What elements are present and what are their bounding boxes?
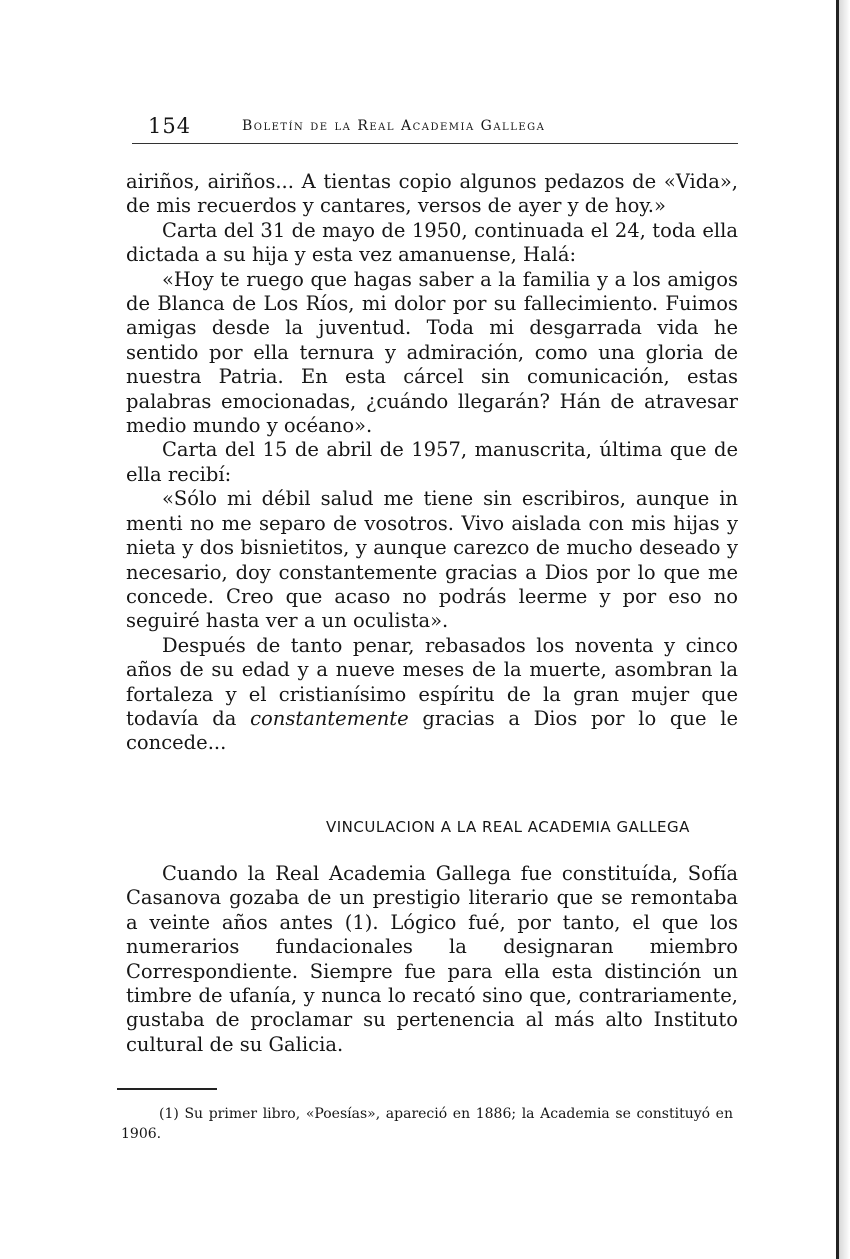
paragraph: airiños, airiños... A tientas copio algunos pedazos de «Vida», de mis recuerdos y cantares, versos de ayer y de hoy.» <box>126 170 738 218</box>
paragraph-text: Después de tanto penar, rebasados los noventa y cinco años de su edad y a nueve meses de la muerte, asombran la fortaleza y el cristianísimo espíritu de la gran mujer que todavía da <box>126 633 738 730</box>
page-header <box>148 114 738 138</box>
paragraph: Carta del 15 de abril de 1957, manuscrita, última que de ella recibí: <box>126 438 738 486</box>
emphasis-text: constantemente <box>250 706 409 730</box>
paragraph: Carta del 31 de mayo de 1950, continuada el 24, toda ella dictada a su hija y esta vez amanuense, Halá: <box>126 218 738 267</box>
page-edge-shadow <box>839 0 850 1259</box>
section-heading: VINCULACION A LA REAL ACADEMIA GALLEGA <box>326 818 690 836</box>
paragraph-text: gracias a Dios por lo que le concede... <box>126 706 738 755</box>
main-text-block <box>126 170 738 756</box>
paragraph: Cuando la Real Academia Gallega fue constituída, Sofía Casanova gozaba de un prestigio literario que se remontaba a veinte años antes (1). Lógico fué, por tanto, el que los numerarios fundacionales la designaran miembro Correspondiente. Siempre fue para ella esta distinción un timbre de ufanía, y nunca lo recató sino que, contrariamente, gustaba de proclamar su pertenencia al más alto Instituto cultural de su Galicia. <box>126 862 738 1056</box>
footnote-rule <box>117 1088 217 1090</box>
page-number: 154 <box>148 114 192 138</box>
section-text-block <box>126 862 738 1057</box>
quoted-letter: «Sólo mi débil salud me tiene sin escribiros, aunque in menti no me separo de vosotros. Vivo aislada con mis hijas y nieta y dos bisnietitos, y aunque carezco de mucho deseado y necesario, doy constantemente gracias a Dios por lo que me concede. Creo que acaso no podrás leerme y por eso no seguiré hasta ver a un oculista». <box>126 487 738 633</box>
quoted-letter: «Hoy te ruego que hagas saber a la familia y a los amigos de Blanca de Los Ríos, mi dolor por su fallecimiento. Fuimos amigas desde la juventud. Toda mi desgarrada vida he sentido por ella ternura y admiración, como una gloria de nuestra Patria. En esta cárcel sin comunicación, estas palabras emocionadas, ¿cuándo llegarán? Hán de atravesar medio mundo y océano». <box>126 267 738 438</box>
footnote: (1) Su primer libro, «Poesías», apareció en 1886; la Academia se constituyó en 1906. <box>121 1106 733 1142</box>
header-rule <box>132 143 738 144</box>
paragraph <box>126 634 738 756</box>
running-title: Boletín de la Real Academia Gallega <box>242 118 546 134</box>
